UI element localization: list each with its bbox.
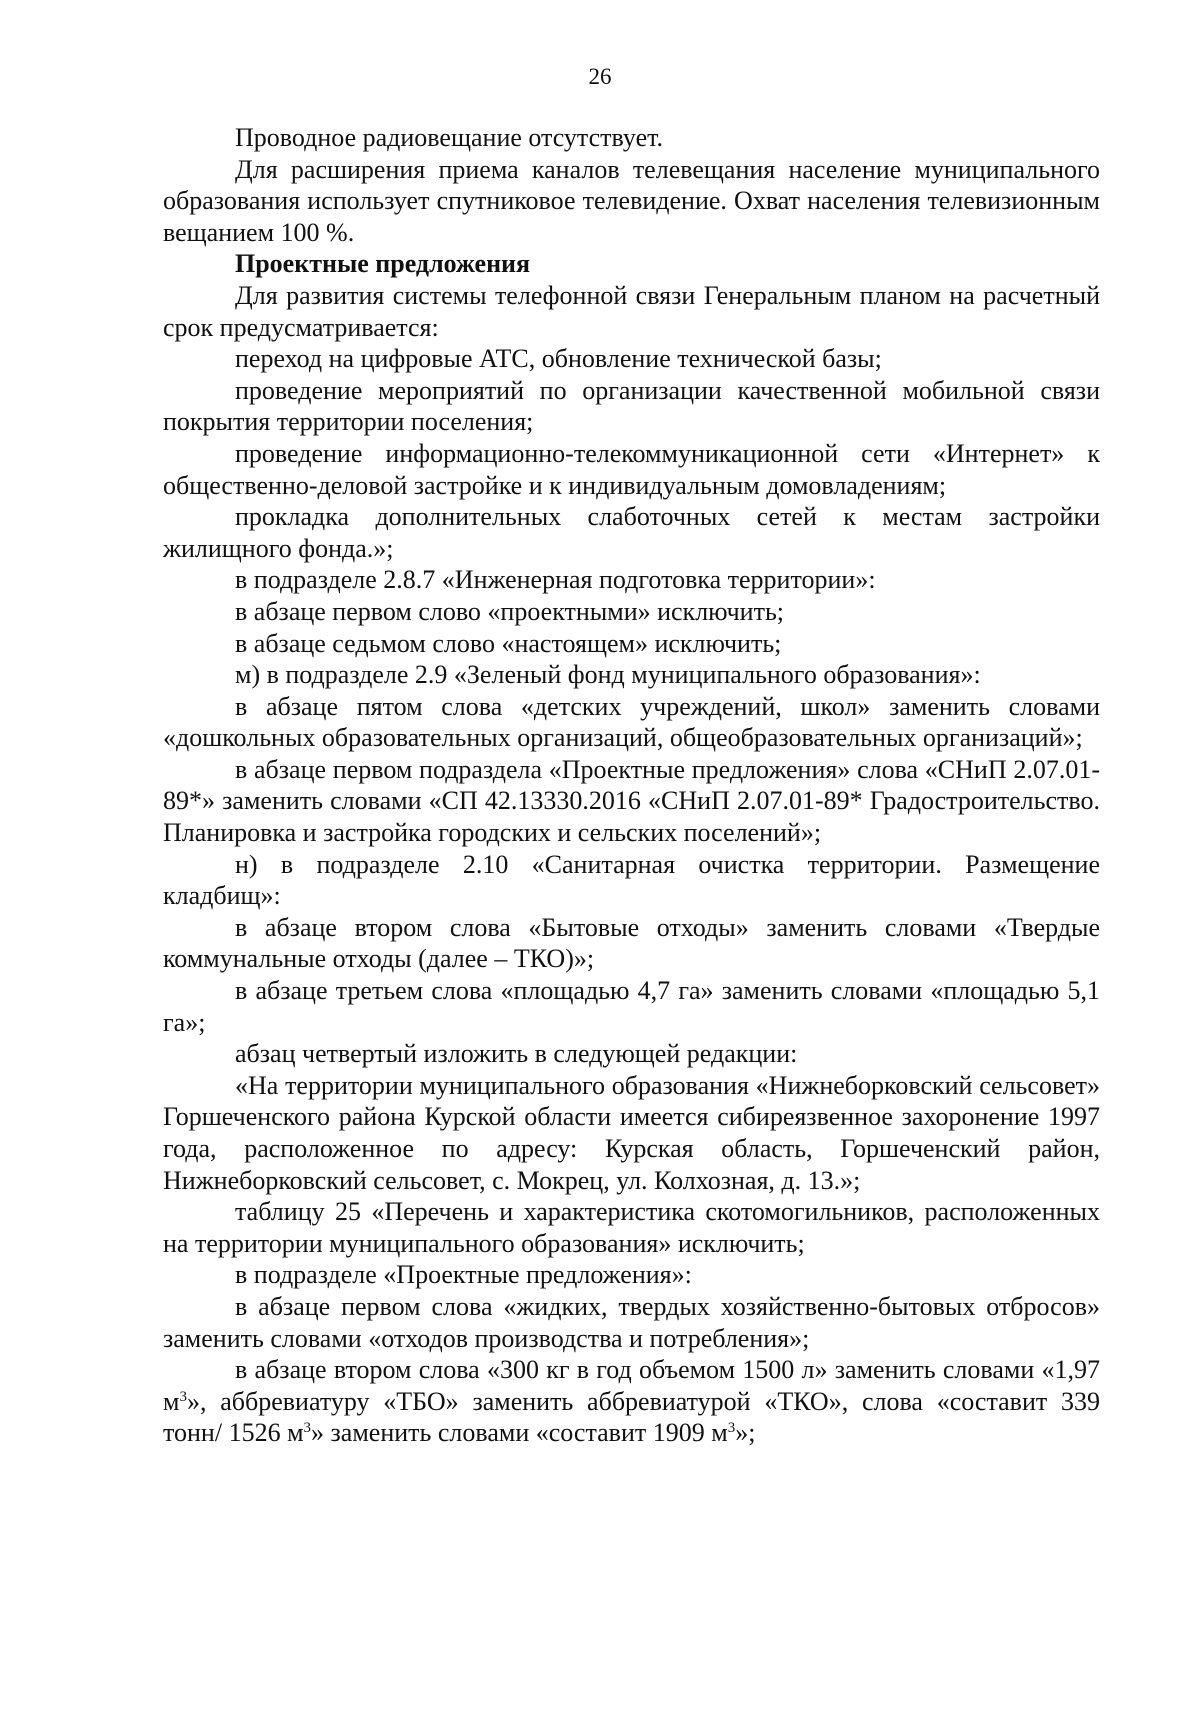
text-run: » заменить словами «составит 1909 м bbox=[311, 1418, 728, 1448]
superscript: 3 bbox=[727, 1420, 736, 1437]
paragraph: Для развития системы телефонной связи Генеральным планом на расчетный срок предусматривается: bbox=[163, 280, 1100, 342]
paragraph: в абзаце втором слова «Бытовые отходы» заменить словами «Твердые коммунальные отходы (далее – ТКО)»; bbox=[163, 912, 1100, 974]
paragraph bbox=[163, 1354, 1100, 1449]
superscript: 3 bbox=[179, 1388, 187, 1405]
page-number: 26 bbox=[588, 64, 612, 89]
superscript: 3 bbox=[303, 1420, 312, 1437]
text-run: в абзаце втором слова «300 кг в год объемом 1500 л» заменить словами «1,97 м bbox=[163, 1355, 1100, 1416]
paragraph: в абзаце первом слова «жидких, твердых хозяйственно-бытовых отбросов» заменить словами «отходов производства и потребления»; bbox=[163, 1291, 1100, 1353]
paragraph: в подразделе 2.8.7 «Инженерная подготовка территории»: bbox=[235, 565, 876, 595]
paragraph: Для расширения приема каналов телевещания население муниципального образования использует спутниковое телевидение. Охват населения телевизионным вещанием 100 %. bbox=[163, 154, 1100, 247]
document-body bbox=[163, 122, 1100, 1449]
paragraph: абзац четвертый изложить в следующей редакции: bbox=[235, 1039, 798, 1069]
paragraph: проведение мероприятий по организации качественной мобильной связи покрытия территории поселения; bbox=[163, 375, 1100, 437]
paragraph: в абзаце первом подраздела «Проектные предложения» слова «СНиП 2.07.01-89*» заменить словами «СП 42.13330.2016 «СНиП 2.07.01-89* Градостроительство. Планировка и застройка городских и сельских поселений»; bbox=[163, 754, 1100, 848]
paragraph: в абзаце седьмом слово «настоящем» исключить; bbox=[235, 628, 782, 658]
paragraph: в абзаце третьем слова «площадью 4,7 га» заменить словами «площадью 5,1 га»; bbox=[163, 976, 1100, 1037]
paragraph: в абзаце первом слово «проектными» исключить; bbox=[235, 596, 785, 626]
paragraph: в абзаце пятом слова «детских учреждений, школ» заменить словами «дошкольных образовательных организаций, общеобразовательных организаций»; bbox=[163, 691, 1100, 753]
paragraph: «На территории муниципального образования «Нижнеборковский сельсовет» Горшеченского района Курской области имеется сибиреязвенное захоронение 1997 года, расположенное по адресу: Курская область, Горшеченский район, Нижнеборковский сельсовет, с. Мокрец, ул. Колхозная, д. 13.»; bbox=[163, 1070, 1100, 1195]
text-run: », аббревиатуру «ТБО» заменить аббревиатурой «ТКО», слова «составит 339 тонн/ 1526 м bbox=[163, 1386, 1100, 1448]
paragraph: м) в подразделе 2.9 «Зеленый фонд муниципального образования»: bbox=[235, 660, 981, 690]
paragraph: проведение информационно-телекоммуникационной сети «Интернет» к общественно-деловой застройке и к индивидуальным домовладениям; bbox=[163, 438, 1100, 500]
paragraph: таблицу 25 «Перечень и характеристика скотомогильников, расположенных на территории муниципального образования» исключить; bbox=[163, 1197, 1100, 1258]
paragraph: в подразделе «Проектные предложения»: bbox=[235, 1260, 692, 1290]
paragraph: н) в подразделе 2.10 «Санитарная очистка территории. Размещение кладбищ»: bbox=[163, 849, 1100, 911]
paragraph: переход на цифровые АТС, обновление технической базы; bbox=[235, 344, 882, 374]
section-heading: Проектные предложения bbox=[235, 249, 531, 279]
paragraph: прокладка дополнительных слаботочных сетей к местам застройки жилищного фонда.»; bbox=[163, 502, 1100, 563]
text-run: »; bbox=[735, 1418, 756, 1448]
paragraph: Проводное радиовещание отсутствует. bbox=[235, 123, 664, 152]
